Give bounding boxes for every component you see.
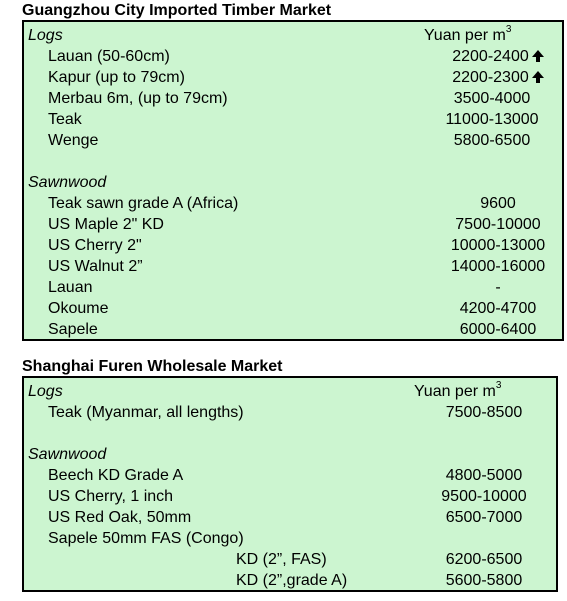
- price-row: [24, 46, 562, 67]
- shanghai-sawnwood-heading: Sawnwood: [28, 446, 107, 463]
- wood-name: Okoume: [48, 300, 109, 317]
- price-text: 14000-16000: [450, 258, 546, 275]
- price-row: [24, 507, 556, 528]
- price-value: [423, 256, 567, 277]
- wood-name: Merbau 6m, (up to 79cm): [48, 90, 228, 107]
- price-value: [409, 465, 559, 486]
- price-text: 6200-6500: [445, 551, 523, 568]
- guangzhou-sawnwood-heading-row: [24, 172, 562, 193]
- price-text: 3500-4000: [453, 90, 531, 107]
- wood-name: US Cherry 2": [48, 237, 142, 254]
- price-row: [24, 67, 562, 88]
- price-text: -: [495, 279, 501, 296]
- price-value: [417, 130, 567, 151]
- wood-name: KD (2”, FAS): [236, 551, 327, 568]
- price-row: [24, 486, 556, 507]
- wood-name: Sapele 50mm FAS (Congo): [48, 530, 244, 547]
- shanghai-logs-heading: Logs: [28, 383, 63, 400]
- wood-name: Teak sawn grade A (Africa): [48, 195, 239, 212]
- price-row: [24, 88, 562, 109]
- guangzhou-title: Guangzhou City Imported Timber Market: [22, 2, 332, 19]
- wood-name: Sapele: [48, 321, 98, 338]
- guangzhou-price-table: [22, 20, 564, 341]
- price-value: [423, 298, 567, 319]
- price-row: [24, 570, 556, 591]
- price-value: [423, 319, 567, 340]
- price-text: 9600: [480, 195, 516, 212]
- price-value: [423, 46, 567, 67]
- price-row: [24, 319, 562, 340]
- shanghai-sawnwood-heading-row: [24, 444, 556, 465]
- price-value: [423, 277, 567, 298]
- wood-name: Lauan (50-60cm): [48, 48, 170, 65]
- price-text: 6500-7000: [445, 509, 523, 526]
- wood-name: US Maple 2" KD: [48, 216, 164, 233]
- wood-name: US Cherry, 1 inch: [48, 488, 174, 505]
- price-text: 4800-5000: [445, 467, 523, 484]
- guangzhou-header-row: [24, 25, 562, 46]
- price-text: 7500-10000: [455, 216, 541, 233]
- wood-name: US Walnut 2”: [48, 258, 143, 275]
- price-text: 6000-6400: [459, 321, 537, 338]
- up-arrow-icon: [532, 71, 544, 83]
- price-value: [409, 402, 559, 423]
- price-value: [409, 570, 559, 591]
- price-value: [409, 486, 559, 507]
- price-text: 4200-4700: [459, 300, 537, 317]
- price-row: [24, 235, 562, 256]
- price-row: [24, 256, 562, 277]
- price-row: [24, 214, 562, 235]
- price-text: 2200-2400: [452, 48, 529, 65]
- price-row: [24, 402, 556, 423]
- price-value: [409, 507, 559, 528]
- price-text: 11000-13000: [445, 111, 539, 128]
- wood-name: Lauan: [48, 279, 93, 296]
- wood-name: Beech KD Grade A: [48, 467, 184, 484]
- shanghai-unit-header: Yuan per $m^3$: [414, 379, 502, 400]
- price-value: [423, 67, 567, 88]
- shanghai-header-row: [24, 381, 556, 402]
- price-value: [423, 193, 567, 214]
- price-value: [417, 88, 567, 109]
- wood-name: Kapur (up to 79cm): [48, 69, 185, 86]
- price-value: [409, 549, 559, 570]
- price-value: [417, 109, 567, 130]
- price-value: [423, 214, 567, 235]
- price-row: [24, 193, 562, 214]
- guangzhou-unit-header: Yuan per $m^3$: [424, 23, 512, 44]
- price-row: [24, 130, 562, 151]
- price-row: [24, 465, 556, 486]
- price-row: [24, 528, 556, 549]
- wood-name: Teak: [48, 111, 82, 128]
- price-text: 9500-10000: [441, 488, 527, 505]
- price-text: 5800-6500: [453, 132, 531, 149]
- wood-name: Wenge: [48, 132, 99, 149]
- price-text: 5600-5800: [445, 572, 523, 589]
- up-arrow-icon: [532, 50, 544, 62]
- wood-name: US Red Oak, 50mm: [48, 509, 192, 526]
- shanghai-price-table: [22, 376, 558, 592]
- wood-name: Teak (Myanmar, all lengths): [48, 404, 244, 421]
- price-row: [24, 298, 562, 319]
- guangzhou-logs-heading: Logs: [28, 27, 63, 44]
- price-text: 7500-8500: [445, 404, 523, 421]
- price-row: [24, 109, 562, 130]
- price-text: 10000-13000: [450, 237, 546, 254]
- shanghai-title: Shanghai Furen Wholesale Market: [22, 358, 283, 375]
- price-row: [24, 277, 562, 298]
- price-row: [24, 549, 556, 570]
- price-value: [423, 235, 567, 256]
- price-text: 2200-2300: [452, 69, 529, 86]
- guangzhou-sawnwood-heading: Sawnwood: [28, 174, 107, 191]
- wood-name: KD (2”,grade A): [236, 572, 348, 589]
